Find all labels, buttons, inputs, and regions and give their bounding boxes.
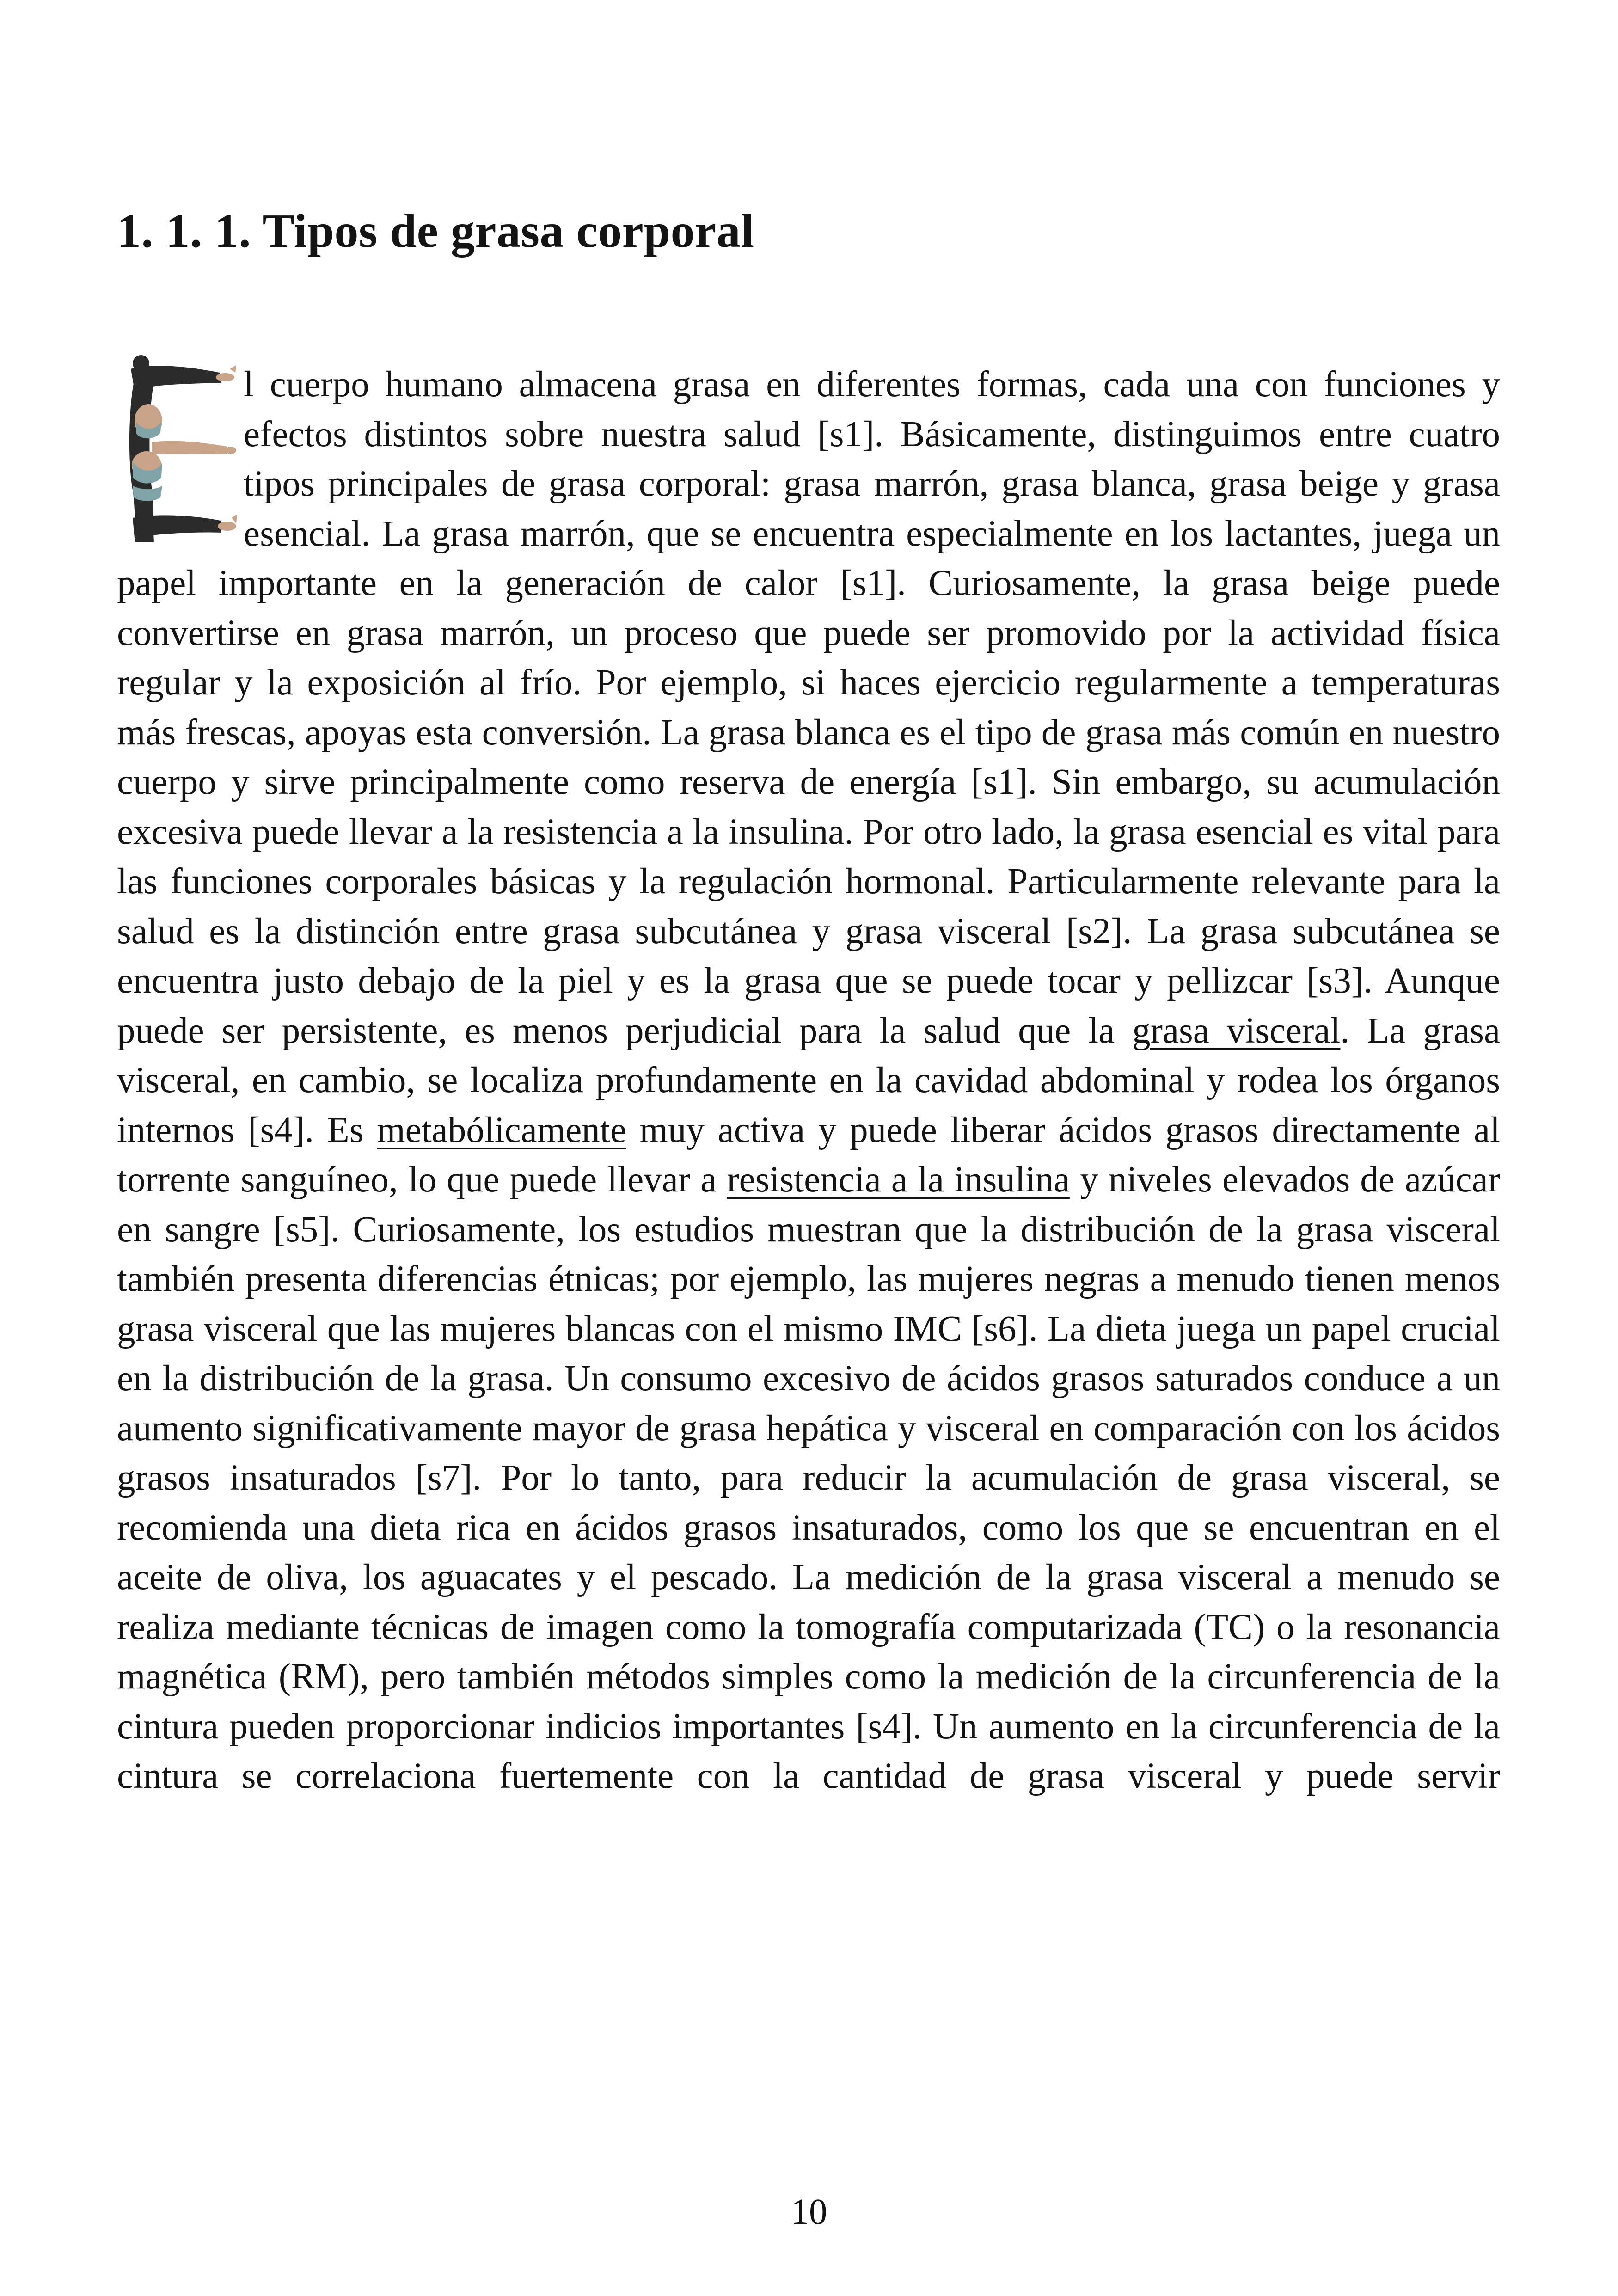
link-grasa-visceral[interactable]: grasa visceral (1132, 1010, 1341, 1051)
paragraph-text-2: . La grasa visceral, en cambio, se localiza profundamente en la cavidad abdominal y rodea los órganos internos [s4]. Es (117, 1010, 1501, 1150)
section-heading: 1. 1. 1. Tipos de grasa corporal (117, 204, 754, 258)
page-number: 10 (791, 2192, 827, 2232)
body-paragraph (117, 360, 1500, 1801)
yoga-figure-letter-e-icon (114, 351, 238, 550)
paragraph-text-1: l cuerpo humano almacena grasa en diferentes formas, cada una con funciones y efectos distintos sobre nuestra salud [s1]. Básicamente, distinguimos entre cuatro tipos principales de grasa corporal: grasa marrón, grasa blanca, grasa beige y grasa esencial. La grasa marrón, que se encuentra especialmente en los lactantes, juega un papel importante en la generación de calor [s1]. Curiosamente, la grasa beige puede convertirse en grasa marrón, un proceso que puede ser promovido por la actividad física regular y la exposición al frío. Por ejemplo, si haces ejercicio regularmente a temperaturas más frescas, apoyas esta conversión. La grasa blanca es el tipo de grasa más común en nuestro cuerpo y sirve principalmente como reserva de energía [s1]. Sin embargo, su acumulación excesiva puede llevar a la resistencia a la insulina. Por otro lado, la grasa esencial es vital para las funciones corporales básicas y la regulación hormonal. Particularmente relevante para la salud es la distinción entre grasa subcutánea y grasa visceral [s2]. La grasa subcutánea se encuentra justo debajo de la piel y es la grasa que se puede tocar y pellizcar [s3]. Aunque puede ser persistente, es menos perjudicial para la salud que la (117, 364, 1500, 1051)
paragraph-text-3: muy activa y puede liberar ácidos grasos directamente al torrente sanguíneo, lo que puede llevar a (117, 1110, 1500, 1200)
paragraph-text-4: y niveles elevados de azúcar en sangre [s5]. Curiosamente, los estudios muestran que la distribución de la grasa visceral también presenta diferencias étnicas; por ejemplo, las mujeres negras a menudo tienen menos grasa visceral que las mujeres blancas con el mismo IMC [s6]. La dieta juega un papel crucial en la distribución de la grasa. Un consumo excesivo de ácidos grasos saturados conduce a un aumento significativamente mayor de grasa hepática y visceral en comparación con los ácidos grasos insaturados [s7]. Por lo tanto, para reducir la acumulación de grasa visceral, se recomienda una dieta rica en ácidos grasos insaturados, como los que se encuentran en el aceite de oliva, los aguacates y el pescado. La medición de la grasa visceral a menudo se realiza mediante técnicas de imagen como la tomografía computarizada (TC) o la resonancia magnética (RM), pero también métodos simples como la medición de la circunferencia de la cintura pueden proporcionar indicios importantes [s4]. Un aumento en la circunferencia de la cintura se correlaciona fuertemente con la cantidad de grasa visceral y puede servir (117, 1160, 1501, 1796)
link-resistencia-insulina[interactable]: resistencia a la insulina (727, 1160, 1070, 1200)
link-metabolicamente[interactable]: metabólicamente (377, 1110, 626, 1150)
